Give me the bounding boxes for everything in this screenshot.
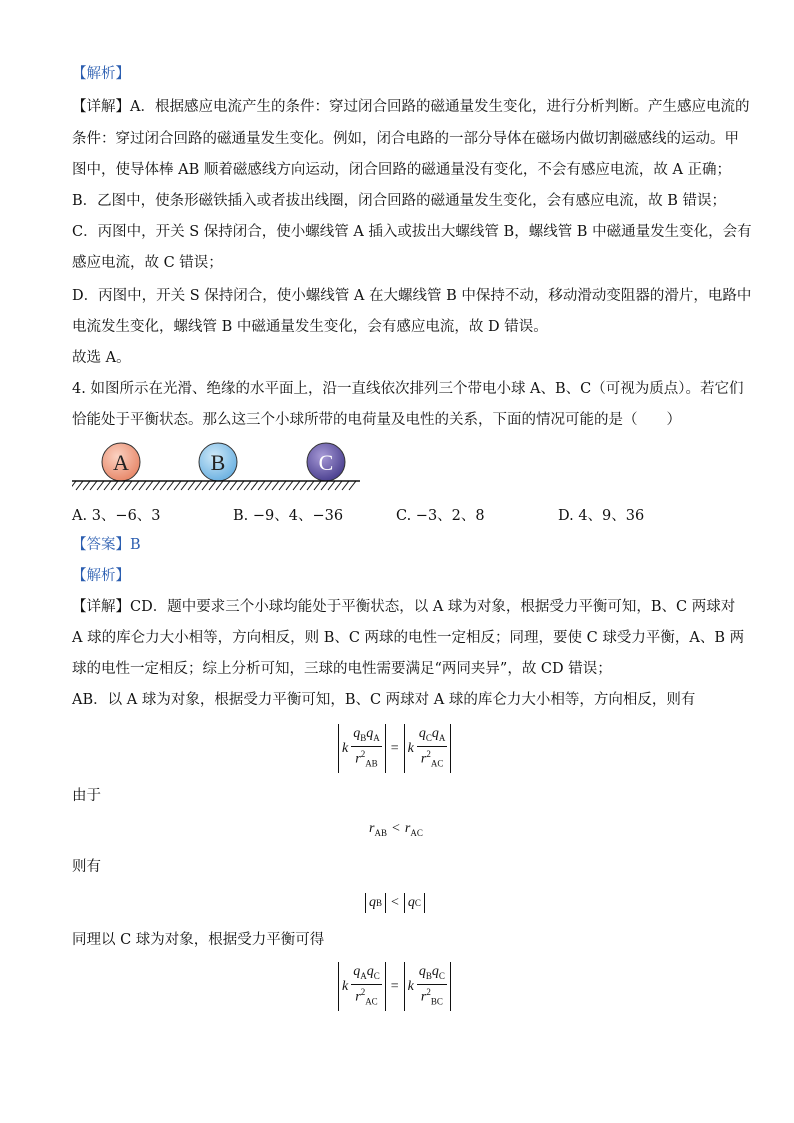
detail1-line-1: 条件：穿过闭合回路的磁通量发生变化。例如，闭合电路的一部分导体在磁场内做切割磁感线的运动。甲 <box>72 131 739 147</box>
detail1-line-2: 图中，使导体棒 AB 顺着磁感线方向运动，闭合回路的磁通量没有变化，不会有感应电流，故 A 正确； <box>72 162 732 178</box>
detail1-line-3: B．乙图中，使条形磁铁插入或者拔出线圈，闭合回路的磁通量发生变化，会有感应电流，故 B 错误； <box>72 193 727 209</box>
detail1-line-5: 感应电流，故 C 错误； <box>72 255 223 271</box>
ball-b-label: B <box>210 450 226 475</box>
ball-b <box>199 443 237 481</box>
since-text: 由于 <box>72 788 101 804</box>
equation-1: k $\frac{q_Bq_A}{r^2_{AB}}$ = k $\frac{q_Cq_A}{r^2_{AC}}$ <box>338 724 451 773</box>
ball-c <box>307 443 345 481</box>
question-line-1: 恰能处于平衡状态。那么这三个小球所带的电荷量及电性的关系，下面的情况可能的是（ ） <box>72 412 681 428</box>
analysis-heading-2: 【解析】 <box>72 568 130 584</box>
detail1-line-0: 【详解】A．根据感应电流产生的条件：穿过闭合回路的磁通量发生变化，进行分析判断。产生感应电流的 <box>72 99 750 115</box>
detail1-line-7: 电流发生变化，螺线管 B 中磁通量发生变化，会有感应电流，故 D 错误。 <box>72 319 548 335</box>
equation-3: q B < q C <box>365 893 425 913</box>
question-line-0: 4. 如图所示在光滑、绝缘的水平面上，沿一直线依次排列三个带电小球 A、B、C（可视为质点）。若它们 <box>72 381 744 397</box>
detail1-line-6: D．丙图中，开关 S 保持闭合，使小螺线管 A 在大螺线管 B 中保持不动，移动滑动变阻器的滑片，电路中 <box>72 288 752 304</box>
detail1-line-8: 故选 A。 <box>72 350 131 366</box>
answer-line: 【答案】B <box>72 537 141 553</box>
option-d: D. 4、9、36 <box>558 508 645 524</box>
detail2-line-0: 【详解】CD．题中要求三个小球均能处于平衡状态，以 A 球为对象，根据受力平衡可知，B、C 两球对 <box>72 599 736 615</box>
similarly-text: 同理以 C 球为对象，根据受力平衡可得 <box>72 932 325 948</box>
ball-a-label: A <box>113 450 129 475</box>
equation-2: $r_{AB}$ < $r_{AC}$ <box>369 821 423 838</box>
then-have-text: 则有 <box>72 859 101 875</box>
option-c: C. −3、2、8 <box>396 508 485 524</box>
analysis-heading-1: 【解析】 <box>72 66 130 82</box>
ball-a <box>102 443 140 481</box>
detail2-line-3: AB．以 A 球为对象，根据受力平衡可知，B、C 两球对 A 球的库仑力大小相等，方向相反，则有 <box>72 692 696 708</box>
equation-4: k $\frac{q_Aq_C}{r^2_{AC}}$ = k $\frac{q_Bq_C}{r^2_{BC}}$ <box>338 962 451 1011</box>
detail1-line-4: C．丙图中，开关 S 保持闭合，使小螺线管 A 插入或拔出大螺线管 B，螺线管 B 中磁通量发生变化，会有 <box>72 224 752 240</box>
ground-surface <box>72 481 360 490</box>
three-balls-diagram <box>72 440 364 496</box>
option-b: B. −9、4、−36 <box>233 508 344 524</box>
detail2-line-2: 球的电性一定相反；综上分析可知，三球的电性需要满足“两同夹异”，故 CD 错误； <box>72 661 612 677</box>
ball-c-label: C <box>318 450 334 475</box>
option-a: A. 3、−6、3 <box>72 508 161 524</box>
detail2-line-1: A 球的库仑力大小相等，方向相反，则 B、C 两球的电性一定相反；同理，要使 C 球受力平衡，A、B 两 <box>72 630 745 646</box>
